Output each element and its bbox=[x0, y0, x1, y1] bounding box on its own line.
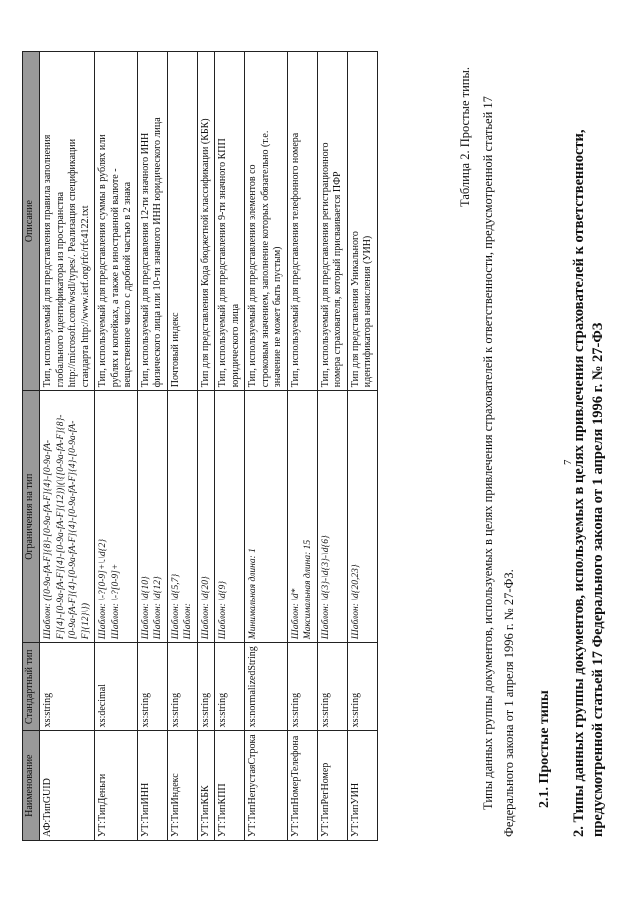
restriction-cell bbox=[287, 391, 317, 643]
restriction-cell bbox=[167, 391, 197, 643]
table-row bbox=[215, 52, 245, 841]
paragraph-line: Типы данных группы документов, используемых в целях привлечения страхователей к ответственности, предусмотренной статьей 17 bbox=[481, 96, 495, 810]
standard-type-cell: xs:string bbox=[287, 643, 317, 731]
table-row bbox=[347, 52, 377, 841]
type-name-cell: УТ:ТипДеньги bbox=[95, 731, 138, 841]
description-cell bbox=[137, 52, 167, 391]
table-row bbox=[287, 52, 317, 841]
standard-type-cell: xs:string bbox=[197, 643, 215, 731]
restriction-cell bbox=[215, 391, 245, 643]
restriction-cell-line: [0-9a-fA-F]{4}-[0-9a-fA-F]{4}-[0-9a-fA-F]{4}-[0-9a-fA- bbox=[68, 420, 78, 640]
restriction-cell-line: F]{4}-[0-9a-fA-F]{4}-[0-9a-fA-F]{12})|(\{[0-9a-fA-F]{8}- bbox=[55, 414, 66, 640]
restriction-cell-line: Шаблон: \-?[0-9]+\.\d{2} bbox=[98, 538, 108, 640]
description-cell bbox=[245, 52, 288, 391]
table-caption: Таблица 2. Простые типы. bbox=[458, 67, 472, 207]
description-cell-line: Тип, используемый для представления правила заполнения bbox=[42, 134, 53, 388]
description-cell-line: Тип, используемый для представления суммы в рублях или bbox=[97, 134, 108, 388]
description-cell-line: номера страхователя, который присваивается ПФР bbox=[332, 171, 343, 388]
restriction-cell bbox=[95, 391, 138, 643]
type-name-cell: УТ:ТипУИН bbox=[347, 731, 377, 841]
description-cell-line: физического лица или 10-ти значного ИНН юридического лица bbox=[152, 117, 163, 388]
restriction-cell bbox=[40, 391, 95, 643]
restriction-cell bbox=[245, 391, 288, 643]
description-cell-line: http://microsoft.com/wsdl/types/. Реализация спецификации bbox=[67, 138, 78, 388]
intro-paragraph bbox=[478, 70, 520, 837]
restriction-cell-line: Шаблон: \d{5,7} bbox=[170, 573, 181, 640]
description-cell bbox=[40, 52, 95, 391]
table-row bbox=[137, 52, 167, 841]
page-number: 7 bbox=[562, 459, 574, 465]
paragraph-line: Федерального закона от 1 апреля 1996 г. № 27-ФЗ. bbox=[502, 569, 516, 837]
description-cell-line: Тип, используемый для представления 9-ти значного КПП bbox=[217, 138, 228, 388]
description-cell bbox=[317, 52, 347, 391]
description-cell-line: идентификатора начисления (УИН) bbox=[362, 235, 373, 388]
restriction-cell-line: Шаблон: \d{20,23} bbox=[350, 564, 361, 640]
restriction-cell-line: Максимальная длина: 15 bbox=[303, 539, 313, 640]
restriction-cell-line: Шаблон: \d{20} bbox=[200, 576, 211, 640]
type-name-cell: АФ:ТипGUID bbox=[40, 731, 95, 841]
section-heading bbox=[570, 37, 608, 837]
description-cell-line: Тип для представления Уникального bbox=[349, 231, 361, 388]
restriction-cell-line: Шаблон: \d* bbox=[290, 588, 301, 640]
description-cell-line: стандарта http://www.ietf.org/rfc/rfc4122.txt bbox=[79, 205, 91, 388]
description-cell-line: Тип, используемый для представления элементов со bbox=[247, 164, 258, 388]
section-heading-line: предусмотренной статьей 17 Федерального закона от 1 апреля 1996 г. № 27-ФЗ bbox=[590, 322, 606, 837]
simple-types-table bbox=[22, 51, 378, 841]
type-name-cell: УТ:ТипРегНомер bbox=[317, 731, 347, 841]
standard-type-cell: xs:string bbox=[167, 643, 197, 731]
table-body bbox=[40, 52, 378, 841]
subsection-heading: 2.1. Простые типы bbox=[537, 690, 552, 808]
column-header: Ограничения на тип bbox=[23, 391, 40, 643]
restriction-cell-line: Минимальная длина: 1 bbox=[248, 548, 258, 640]
table-row bbox=[40, 52, 95, 841]
table-row bbox=[167, 52, 197, 841]
restriction-cell bbox=[197, 391, 215, 643]
description-cell bbox=[167, 52, 197, 391]
description-cell-line: юридического лица bbox=[229, 303, 241, 388]
description-cell-line: Тип, используемый для представления 12-ти значного ИНН bbox=[139, 132, 151, 388]
section-heading-line: 2. Типы данных группы документов, используемых в целях привлечения страхователей к ответственности, bbox=[571, 129, 587, 837]
description-cell-line: Тип для представления Кода бюджетной классификации (КБК) bbox=[199, 118, 211, 388]
standard-type-cell: xs:string bbox=[215, 643, 245, 731]
restriction-cell bbox=[347, 391, 377, 643]
restriction-cell-line: Шаблон: \d{10} bbox=[140, 576, 151, 640]
column-header: Наименование bbox=[23, 731, 40, 841]
restriction-cell bbox=[317, 391, 347, 643]
description-cell bbox=[347, 52, 377, 391]
description-cell-line: Почтовый индекс bbox=[169, 312, 181, 388]
table-row bbox=[317, 52, 347, 841]
standard-type-cell: xs:string bbox=[347, 643, 377, 731]
column-header: Описание bbox=[23, 52, 40, 391]
restriction-cell-line: Шаблон: bbox=[183, 603, 193, 640]
restriction-cell-line: F]{12}\}) bbox=[80, 603, 91, 640]
description-cell-line: значение не может быть пустым) bbox=[272, 246, 283, 388]
standard-type-cell: xs:string bbox=[317, 643, 347, 731]
standard-type-cell: xs:normalizedString bbox=[245, 643, 288, 731]
restriction-cell-line: Шаблон: \-?[0-9]+ bbox=[110, 563, 121, 640]
restriction-cell-line: Шаблон: ([0-9a-fA-F]{8}-[0-9a-fA-F]{4}-[0-9a-fA- bbox=[43, 439, 53, 640]
description-cell bbox=[215, 52, 245, 391]
type-name-cell: УТ:ТипНепустаяСтрока bbox=[245, 731, 288, 841]
table-row bbox=[197, 52, 215, 841]
description-cell-line: Тип, используемый для представления телефонного номера bbox=[289, 132, 301, 388]
column-header: Стандартный тип bbox=[23, 643, 40, 731]
type-name-cell: УТ:ТипИНН bbox=[137, 731, 167, 841]
standard-type-cell: xs:string bbox=[40, 643, 95, 731]
table-header-row bbox=[23, 52, 40, 841]
restriction-cell-line: Шаблон: \d{3}-\d{3}-\d{6} bbox=[320, 535, 331, 640]
standard-type-cell: xs:decimal bbox=[95, 643, 138, 731]
type-name-cell: УТ:ТипКБК bbox=[197, 731, 215, 841]
description-cell-line: строковым значением, заполнение которых обязательно (т.е. bbox=[259, 130, 271, 388]
table-row bbox=[95, 52, 138, 841]
restriction-cell-line: Шаблон: \d{9} bbox=[218, 581, 228, 640]
standard-type-cell: xs:string bbox=[137, 643, 167, 731]
description-cell-line: глобального идентификатора из пространства bbox=[54, 191, 66, 388]
restriction-cell bbox=[137, 391, 167, 643]
description-cell-line: вещественное число с дробной частью в 2 знака bbox=[122, 181, 133, 388]
restriction-cell-line: Шаблон: \d{12} bbox=[153, 576, 163, 640]
type-name-cell: УТ:ТипИндекс bbox=[167, 731, 197, 841]
description-cell-line: Тип, используемый для представления регистрационного bbox=[319, 142, 331, 388]
description-cell bbox=[287, 52, 317, 391]
type-name-cell: УТ:ТипНомерТелефона bbox=[287, 731, 317, 841]
description-cell bbox=[95, 52, 138, 391]
type-name-cell: УТ:ТипКПП bbox=[215, 731, 245, 841]
description-cell-line: рублях и копейках, а также в иностранной валюте - bbox=[109, 168, 121, 388]
description-cell bbox=[197, 52, 215, 391]
table-row bbox=[245, 52, 288, 841]
